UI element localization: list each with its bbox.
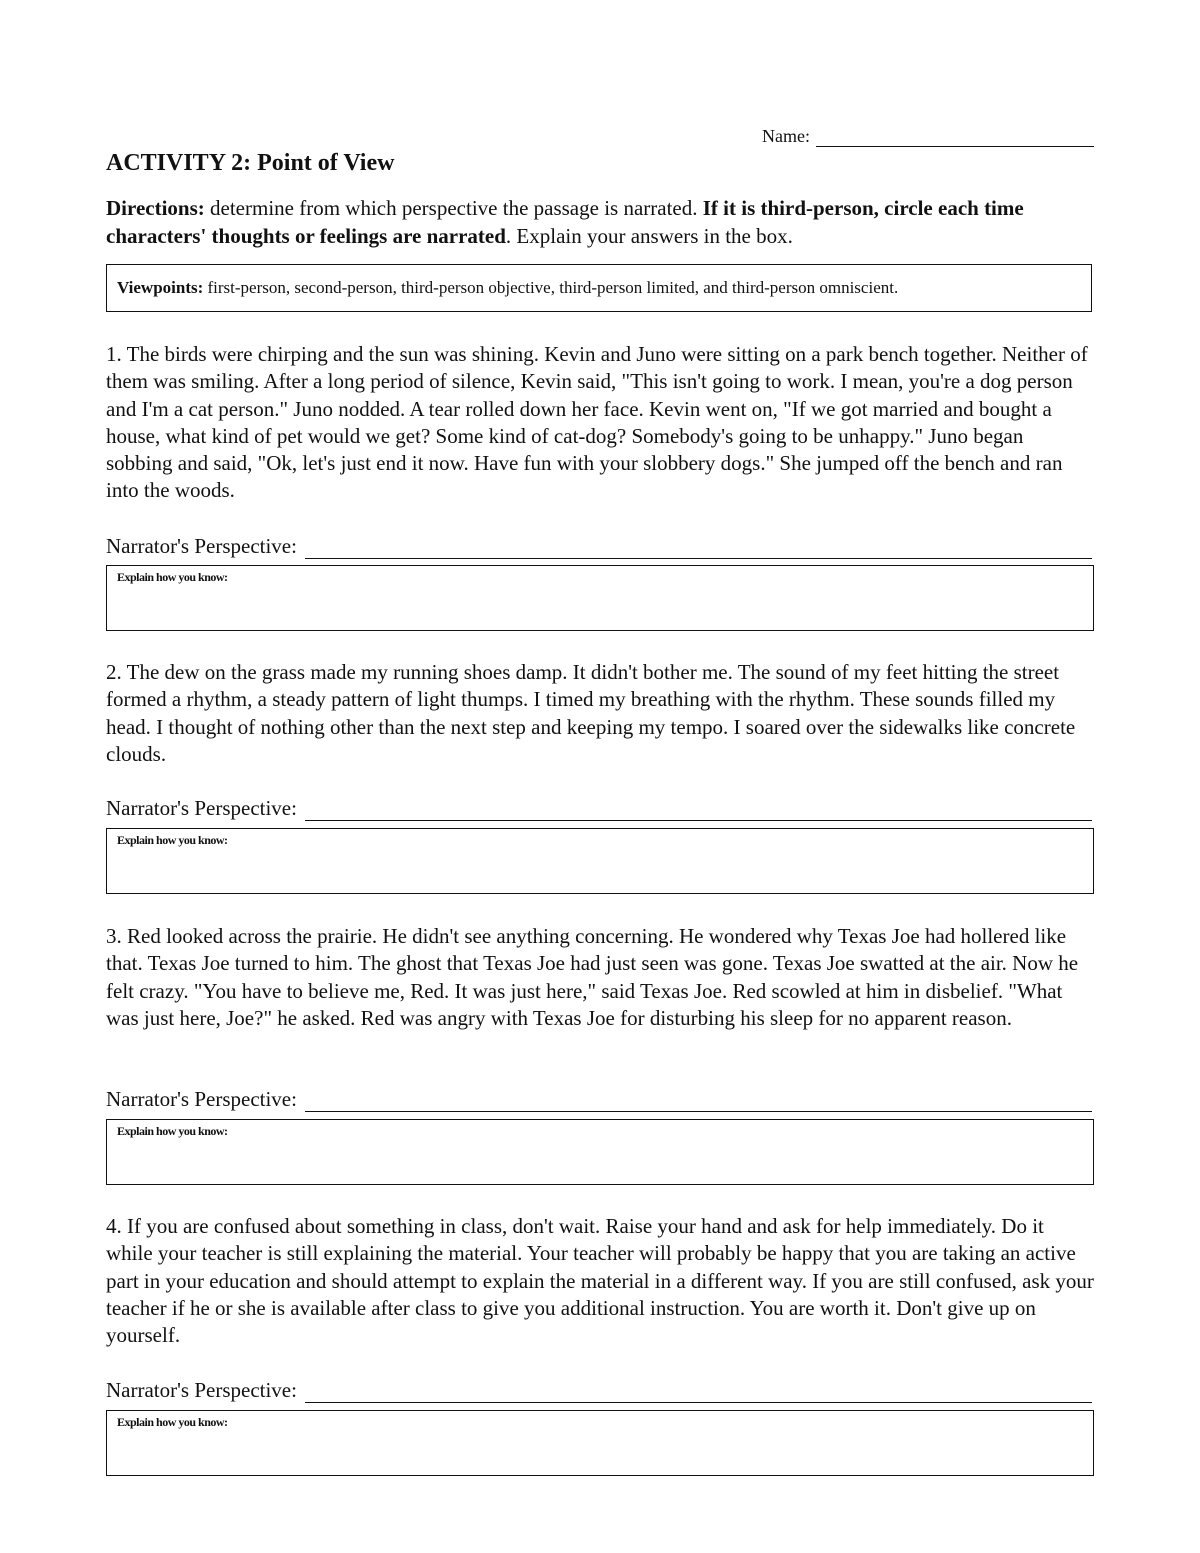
question-3-passage: 3. Red looked across the prairie. He didn't see anything concerning. He wondered why Texas Joe had hollered like that. Texas Joe turned to him. The ghost that Texas Joe had just seen was gone. Texas Joe swatted at the air. Now he felt crazy. "You have to believe me, Red. It was just here," said Texas Joe. Red scowled at him in disbelief. "What was just here, Joe?" he asked. Red was angry with Texas Joe for disturbing his sleep for no apparent reason.: [106, 924, 1079, 1030]
directions-label: Directions:: [106, 196, 205, 220]
question-4-passage: 4. If you are confused about something in class, don't wait. Raise your hand and ask for help immediately. Do it while your teacher is still explaining the material. Your teacher will probably be happy that you are taking an active part in your education and should attempt to explain the material in a different way. If you are still confused, ask your teacher if he or she is available after class to give you additional instruction. You are worth it. Don't give up on yourself.: [106, 1214, 1094, 1348]
viewpoints-box: [106, 264, 1092, 312]
question-3-perspective-input-line[interactable]: [305, 1091, 1092, 1112]
question-2-explain-box[interactable]: [106, 828, 1094, 894]
question-4-explain-label: Explain how you know:: [117, 1415, 228, 1429]
directions-bold-text: If it is third-person, circle each time characters' thoughts or feelings are narrated: [106, 196, 1024, 248]
directions: [106, 194, 1094, 250]
question-2-explain-label: Explain how you know:: [117, 833, 228, 847]
question-1: [106, 341, 1094, 505]
question-1-passage: 1. The birds were chirping and the sun was shining. Kevin and Juno were sitting on a park bench together. Neither of them was smiling. After a long period of silence, Kevin said, "This isn't going to work. I mean, you're a dog person and I'm a cat person." Juno nodded. A tear rolled down her face. Kevin went on, "If we got married and bought a house, what kind of pet would we get? Some kind of cat-dog? Somebody's going to be unhappy." Juno began sobbing and said, "Ok, let's just end it now. Have fun with your slobbery dogs." She jumped off the bench and ran into the woods.: [106, 342, 1088, 503]
name-field-row: [762, 126, 1094, 147]
question-4-explain-box[interactable]: [106, 1410, 1094, 1476]
directions-end-text: . Explain your answers in the box.: [505, 224, 793, 248]
activity-title: ACTIVITY 2: Point of View: [106, 150, 395, 176]
question-3-perspective-row: [106, 1087, 1092, 1112]
question-3: [106, 923, 1094, 1032]
question-1-perspective-row: [106, 534, 1092, 559]
question-2-perspective-input-line[interactable]: [305, 800, 1092, 821]
viewpoints-label: Viewpoints:: [117, 278, 204, 297]
question-4-perspective-input-line[interactable]: [305, 1382, 1092, 1403]
question-2-perspective-label: Narrator's Perspective:: [106, 796, 297, 820]
question-3-explain-box[interactable]: [106, 1119, 1094, 1185]
question-1-explain-box[interactable]: [106, 565, 1094, 631]
question-2-perspective-row: [106, 796, 1092, 821]
question-1-explain-label: Explain how you know:: [117, 570, 228, 584]
question-4: [106, 1213, 1094, 1349]
directions-text: determine from which perspective the passage is narrated.: [204, 196, 703, 220]
question-1-perspective-label: Narrator's Perspective:: [106, 534, 297, 558]
question-1-perspective-input-line[interactable]: [305, 538, 1092, 559]
question-3-perspective-label: Narrator's Perspective:: [106, 1087, 297, 1111]
name-label: Name:: [762, 126, 810, 146]
question-4-perspective-row: [106, 1378, 1092, 1403]
viewpoints-text: first-person, second-person, third-person objective, third-person limited, and third-person omniscient.: [203, 278, 899, 297]
question-2-passage: 2. The dew on the grass made my running shoes damp. It didn't bother me. The sound of my feet hitting the street formed a rhythm, a steady pattern of light thumps. I timed my breathing with the rhythm. These sounds filled my head. I thought of nothing other than the next step and keeping my tempo. I soared over the sidewalks like concrete clouds.: [106, 660, 1076, 766]
question-2: [106, 659, 1094, 768]
question-3-explain-label: Explain how you know:: [117, 1124, 228, 1138]
question-4-perspective-label: Narrator's Perspective:: [106, 1378, 297, 1402]
name-input-line[interactable]: [816, 128, 1094, 147]
